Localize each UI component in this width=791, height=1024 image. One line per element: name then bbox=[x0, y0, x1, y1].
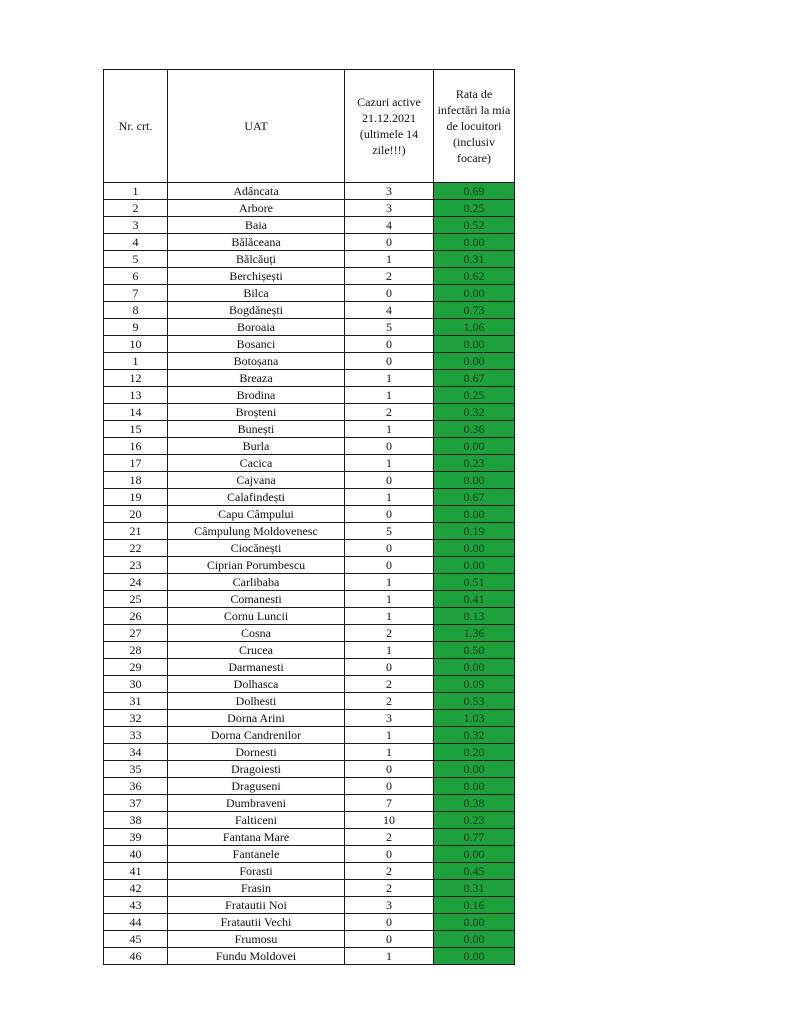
cell-cases: 0 bbox=[345, 540, 434, 557]
cell-rate: 0.16 bbox=[434, 897, 515, 914]
cell-nr: 23 bbox=[104, 557, 168, 574]
cell-rate: 0.00 bbox=[434, 353, 515, 370]
table-row bbox=[104, 489, 515, 506]
cell-rate: 0.00 bbox=[434, 778, 515, 795]
cell-nr: 6 bbox=[104, 268, 168, 285]
table-row bbox=[104, 183, 515, 200]
header-nr: Nr. crt. bbox=[104, 70, 168, 183]
cell-rate: 0.36 bbox=[434, 421, 515, 438]
cell-cases: 0 bbox=[345, 761, 434, 778]
cell-uat: Bălăceana bbox=[168, 234, 345, 251]
cell-rate: 0.13 bbox=[434, 608, 515, 625]
table-row bbox=[104, 812, 515, 829]
cell-rate: 0.73 bbox=[434, 302, 515, 319]
cell-uat: Fantana Mare bbox=[168, 829, 345, 846]
cell-nr: 40 bbox=[104, 846, 168, 863]
table-row bbox=[104, 404, 515, 421]
cell-uat: Calafindești bbox=[168, 489, 345, 506]
table-row bbox=[104, 251, 515, 268]
cell-cases: 2 bbox=[345, 693, 434, 710]
table-row bbox=[104, 931, 515, 948]
cell-cases: 3 bbox=[345, 200, 434, 217]
cell-cases: 4 bbox=[345, 217, 434, 234]
cell-nr: 10 bbox=[104, 336, 168, 353]
table-row bbox=[104, 285, 515, 302]
cell-rate: 1.36 bbox=[434, 625, 515, 642]
cell-uat: Dumbraveni bbox=[168, 795, 345, 812]
cell-rate: 0.67 bbox=[434, 489, 515, 506]
cell-cases: 1 bbox=[345, 489, 434, 506]
cell-rate: 0.00 bbox=[434, 659, 515, 676]
cell-rate: 0.00 bbox=[434, 914, 515, 931]
cell-nr: 37 bbox=[104, 795, 168, 812]
cell-rate: 0.23 bbox=[434, 812, 515, 829]
cell-cases: 7 bbox=[345, 795, 434, 812]
table-row bbox=[104, 727, 515, 744]
cell-nr: 9 bbox=[104, 319, 168, 336]
table-row bbox=[104, 574, 515, 591]
table-row bbox=[104, 846, 515, 863]
table-row bbox=[104, 948, 515, 965]
cell-uat: Dolhasca bbox=[168, 676, 345, 693]
table-row bbox=[104, 710, 515, 727]
cell-rate: 0.62 bbox=[434, 268, 515, 285]
cell-cases: 1 bbox=[345, 455, 434, 472]
cell-uat: Dorna Arini bbox=[168, 710, 345, 727]
cell-cases: 1 bbox=[345, 608, 434, 625]
cell-nr: 4 bbox=[104, 234, 168, 251]
cell-uat: Carlibaba bbox=[168, 574, 345, 591]
cell-rate: 0.00 bbox=[434, 506, 515, 523]
cell-nr: 35 bbox=[104, 761, 168, 778]
cell-uat: Dorna Candrenilor bbox=[168, 727, 345, 744]
cell-cases: 0 bbox=[345, 438, 434, 455]
cell-nr: 26 bbox=[104, 608, 168, 625]
table-body bbox=[104, 183, 515, 965]
cell-uat: Bunești bbox=[168, 421, 345, 438]
cell-rate: 0.09 bbox=[434, 676, 515, 693]
cell-rate: 0.45 bbox=[434, 863, 515, 880]
cell-cases: 0 bbox=[345, 234, 434, 251]
cell-cases: 1 bbox=[345, 948, 434, 965]
cell-cases: 1 bbox=[345, 251, 434, 268]
cell-uat: Dragoiesti bbox=[168, 761, 345, 778]
table-row bbox=[104, 540, 515, 557]
cell-uat: Comanesti bbox=[168, 591, 345, 608]
table-row bbox=[104, 778, 515, 795]
table-row bbox=[104, 217, 515, 234]
cell-nr: 42 bbox=[104, 880, 168, 897]
cell-nr: 7 bbox=[104, 285, 168, 302]
cell-cases: 3 bbox=[345, 897, 434, 914]
cell-cases: 1 bbox=[345, 370, 434, 387]
cell-cases: 3 bbox=[345, 710, 434, 727]
cell-rate: 0.67 bbox=[434, 370, 515, 387]
cell-rate: 0.00 bbox=[434, 557, 515, 574]
cell-cases: 0 bbox=[345, 353, 434, 370]
cell-rate: 1.03 bbox=[434, 710, 515, 727]
cell-cases: 2 bbox=[345, 268, 434, 285]
cell-cases: 10 bbox=[345, 812, 434, 829]
cell-rate: 0.69 bbox=[434, 183, 515, 200]
cell-nr: 36 bbox=[104, 778, 168, 795]
cell-nr: 41 bbox=[104, 863, 168, 880]
cell-rate: 0.32 bbox=[434, 727, 515, 744]
cell-nr: 28 bbox=[104, 642, 168, 659]
cell-nr: 14 bbox=[104, 404, 168, 421]
cell-rate: 0.32 bbox=[434, 404, 515, 421]
table-row bbox=[104, 200, 515, 217]
cell-uat: Boroaia bbox=[168, 319, 345, 336]
cell-nr: 34 bbox=[104, 744, 168, 761]
cell-rate: 0.00 bbox=[434, 234, 515, 251]
cell-nr: 5 bbox=[104, 251, 168, 268]
table-row bbox=[104, 438, 515, 455]
table-row bbox=[104, 506, 515, 523]
table-row bbox=[104, 642, 515, 659]
cell-rate: 0.00 bbox=[434, 438, 515, 455]
cell-uat: Cornu Luncii bbox=[168, 608, 345, 625]
cell-cases: 1 bbox=[345, 574, 434, 591]
cell-nr: 33 bbox=[104, 727, 168, 744]
cell-uat: Crucea bbox=[168, 642, 345, 659]
table-row bbox=[104, 421, 515, 438]
cell-uat: Bosanci bbox=[168, 336, 345, 353]
cell-uat: Draguseni bbox=[168, 778, 345, 795]
cell-uat: Breaza bbox=[168, 370, 345, 387]
cell-uat: Cacica bbox=[168, 455, 345, 472]
cell-nr: 13 bbox=[104, 387, 168, 404]
cell-nr: 16 bbox=[104, 438, 168, 455]
table-row bbox=[104, 387, 515, 404]
cell-rate: 1.06 bbox=[434, 319, 515, 336]
cell-uat: Fantanele bbox=[168, 846, 345, 863]
cell-cases: 5 bbox=[345, 319, 434, 336]
cell-cases: 1 bbox=[345, 591, 434, 608]
cell-cases: 2 bbox=[345, 676, 434, 693]
cell-uat: Adâncata bbox=[168, 183, 345, 200]
table-row bbox=[104, 455, 515, 472]
cell-rate: 0.25 bbox=[434, 387, 515, 404]
cell-rate: 0.00 bbox=[434, 761, 515, 778]
cell-uat: Dolhesti bbox=[168, 693, 345, 710]
header-row bbox=[104, 70, 515, 183]
cell-nr: 46 bbox=[104, 948, 168, 965]
table-row bbox=[104, 676, 515, 693]
cell-nr: 1 bbox=[104, 353, 168, 370]
cell-uat: Ciprian Porumbescu bbox=[168, 557, 345, 574]
cell-nr: 1 bbox=[104, 183, 168, 200]
cell-cases: 0 bbox=[345, 659, 434, 676]
cell-cases: 0 bbox=[345, 472, 434, 489]
cell-uat: Bilca bbox=[168, 285, 345, 302]
cell-nr: 17 bbox=[104, 455, 168, 472]
cell-cases: 0 bbox=[345, 846, 434, 863]
cell-cases: 5 bbox=[345, 523, 434, 540]
cell-nr: 31 bbox=[104, 693, 168, 710]
cell-uat: Berchișești bbox=[168, 268, 345, 285]
cell-cases: 1 bbox=[345, 421, 434, 438]
cell-rate: 0.77 bbox=[434, 829, 515, 846]
table-row bbox=[104, 591, 515, 608]
cell-uat: Botoșana bbox=[168, 353, 345, 370]
cell-uat: Cosna bbox=[168, 625, 345, 642]
cell-rate: 0.19 bbox=[434, 523, 515, 540]
table-row bbox=[104, 897, 515, 914]
cell-cases: 0 bbox=[345, 931, 434, 948]
cell-cases: 1 bbox=[345, 727, 434, 744]
table-row bbox=[104, 761, 515, 778]
table-row bbox=[104, 370, 515, 387]
table-header bbox=[104, 70, 515, 183]
header-uat: UAT bbox=[168, 70, 345, 183]
cell-uat: Bălcăuți bbox=[168, 251, 345, 268]
cell-cases: 1 bbox=[345, 387, 434, 404]
cell-cases: 0 bbox=[345, 506, 434, 523]
cell-rate: 0.00 bbox=[434, 540, 515, 557]
cell-nr: 3 bbox=[104, 217, 168, 234]
cell-uat: Ciocănești bbox=[168, 540, 345, 557]
cell-uat: Fundu Moldovei bbox=[168, 948, 345, 965]
cell-uat: Fratautii Noi bbox=[168, 897, 345, 914]
cell-nr: 30 bbox=[104, 676, 168, 693]
cell-uat: Frasin bbox=[168, 880, 345, 897]
cell-uat: Darmanesti bbox=[168, 659, 345, 676]
cell-rate: 0.50 bbox=[434, 642, 515, 659]
cell-uat: Burla bbox=[168, 438, 345, 455]
table-row bbox=[104, 608, 515, 625]
cell-uat: Arbore bbox=[168, 200, 345, 217]
cell-uat: Fratautii Vechi bbox=[168, 914, 345, 931]
cell-uat: Capu Câmpului bbox=[168, 506, 345, 523]
table-row bbox=[104, 472, 515, 489]
cell-uat: Baia bbox=[168, 217, 345, 234]
cell-nr: 8 bbox=[104, 302, 168, 319]
cell-cases: 2 bbox=[345, 829, 434, 846]
cell-uat: Brodina bbox=[168, 387, 345, 404]
cell-nr: 45 bbox=[104, 931, 168, 948]
header-cases: Cazuri active 21.12.2021 (ultimele 14 zile!!!) bbox=[345, 70, 434, 183]
cell-cases: 1 bbox=[345, 642, 434, 659]
cell-cases: 4 bbox=[345, 302, 434, 319]
cell-rate: 0.51 bbox=[434, 574, 515, 591]
cell-rate: 0.00 bbox=[434, 948, 515, 965]
table-row bbox=[104, 693, 515, 710]
cell-uat: Câmpulung Moldovenesc bbox=[168, 523, 345, 540]
cell-rate: 0.52 bbox=[434, 217, 515, 234]
cell-nr: 39 bbox=[104, 829, 168, 846]
table-row bbox=[104, 880, 515, 897]
table-row bbox=[104, 268, 515, 285]
cell-uat: Dornesti bbox=[168, 744, 345, 761]
cell-uat: Falticeni bbox=[168, 812, 345, 829]
cell-cases: 0 bbox=[345, 336, 434, 353]
cell-nr: 32 bbox=[104, 710, 168, 727]
cell-nr: 38 bbox=[104, 812, 168, 829]
cell-nr: 43 bbox=[104, 897, 168, 914]
table-row bbox=[104, 523, 515, 540]
cell-rate: 0.23 bbox=[434, 455, 515, 472]
table-row bbox=[104, 336, 515, 353]
cell-cases: 0 bbox=[345, 778, 434, 795]
table-row bbox=[104, 353, 515, 370]
table-row bbox=[104, 557, 515, 574]
cell-cases: 0 bbox=[345, 914, 434, 931]
cell-nr: 20 bbox=[104, 506, 168, 523]
cell-rate: 0.00 bbox=[434, 931, 515, 948]
table-row bbox=[104, 659, 515, 676]
cell-nr: 44 bbox=[104, 914, 168, 931]
cell-nr: 2 bbox=[104, 200, 168, 217]
cell-uat: Broșteni bbox=[168, 404, 345, 421]
table-row bbox=[104, 829, 515, 846]
table-row bbox=[104, 744, 515, 761]
cell-rate: 0.00 bbox=[434, 285, 515, 302]
cell-rate: 0.31 bbox=[434, 880, 515, 897]
table-row bbox=[104, 319, 515, 336]
cell-cases: 0 bbox=[345, 285, 434, 302]
cell-cases: 2 bbox=[345, 880, 434, 897]
cell-uat: Forasti bbox=[168, 863, 345, 880]
cell-cases: 2 bbox=[345, 863, 434, 880]
table-row bbox=[104, 914, 515, 931]
cell-rate: 0.00 bbox=[434, 472, 515, 489]
cell-cases: 2 bbox=[345, 404, 434, 421]
cell-rate: 0.20 bbox=[434, 744, 515, 761]
cell-nr: 21 bbox=[104, 523, 168, 540]
cell-uat: Bogdănești bbox=[168, 302, 345, 319]
table-row bbox=[104, 863, 515, 880]
header-rate: Rata de infectări la mia de locuitori (inclusiv focare) bbox=[434, 70, 515, 183]
cell-cases: 1 bbox=[345, 744, 434, 761]
cell-cases: 2 bbox=[345, 625, 434, 642]
cell-cases: 0 bbox=[345, 557, 434, 574]
cell-nr: 24 bbox=[104, 574, 168, 591]
cell-nr: 12 bbox=[104, 370, 168, 387]
cell-uat: Cajvana bbox=[168, 472, 345, 489]
cell-rate: 0.41 bbox=[434, 591, 515, 608]
cell-rate: 0.53 bbox=[434, 693, 515, 710]
cell-nr: 29 bbox=[104, 659, 168, 676]
table-row bbox=[104, 795, 515, 812]
table-row bbox=[104, 234, 515, 251]
cell-rate: 0.38 bbox=[434, 795, 515, 812]
cell-nr: 15 bbox=[104, 421, 168, 438]
cell-nr: 22 bbox=[104, 540, 168, 557]
cell-rate: 0.31 bbox=[434, 251, 515, 268]
cell-rate: 0.00 bbox=[434, 846, 515, 863]
cell-nr: 18 bbox=[104, 472, 168, 489]
cell-uat: Frumosu bbox=[168, 931, 345, 948]
table-row bbox=[104, 625, 515, 642]
covid-cases-table bbox=[103, 69, 515, 965]
cell-nr: 25 bbox=[104, 591, 168, 608]
cell-rate: 0.25 bbox=[434, 200, 515, 217]
cell-cases: 3 bbox=[345, 183, 434, 200]
cell-nr: 27 bbox=[104, 625, 168, 642]
cell-nr: 19 bbox=[104, 489, 168, 506]
table-row bbox=[104, 302, 515, 319]
cell-rate: 0.00 bbox=[434, 336, 515, 353]
